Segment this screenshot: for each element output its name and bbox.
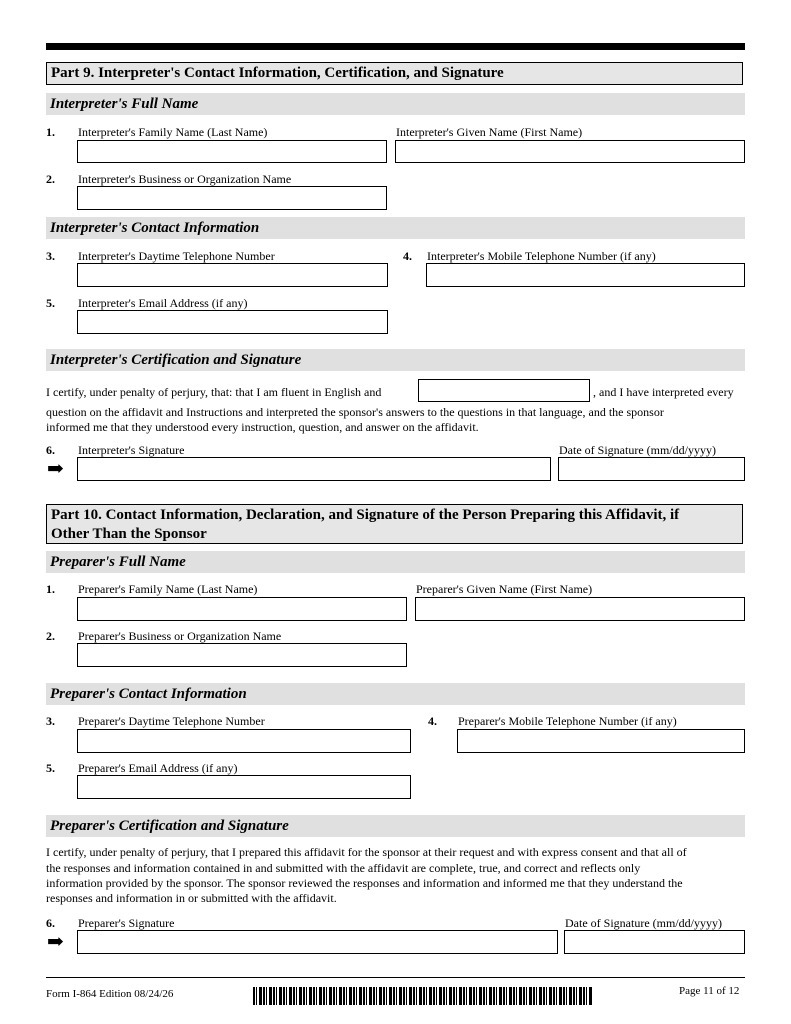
p10-q4-number: 4.	[428, 714, 437, 728]
part10-header	[46, 504, 743, 544]
page-number: Page 11 of 12	[679, 985, 740, 997]
certification-text-line3: informed me that they understood every instruction, question, and answer on the affidavit.	[46, 420, 479, 434]
q4-number: 4.	[403, 249, 412, 263]
q6-number: 6.	[46, 443, 55, 457]
preparer-family-name-field[interactable]	[77, 597, 407, 621]
footer-rule	[46, 977, 745, 978]
certification-text-line2: question on the affidavit and Instructions and interpreted the sponsor's answers to the questions in that language, and the sponsor	[46, 405, 664, 419]
interpreter-signature-date-field[interactable]	[558, 457, 745, 481]
preparer-mobile-phone-label: Preparer's Mobile Telephone Number (if any)	[458, 714, 677, 728]
preparer-signature-date-label: Date of Signature (mm/dd/yyyy)	[565, 916, 722, 930]
certification-text-end: , and I have interpreted every	[593, 385, 734, 399]
preparer-mobile-phone-field[interactable]	[457, 729, 745, 753]
preparer-daytime-phone-label: Preparer's Daytime Telephone Number	[78, 714, 265, 728]
interpreter-business-label: Interpreter's Business or Organization Name	[78, 172, 292, 186]
preparer-signature-field[interactable]	[77, 930, 558, 954]
interpreter-mobile-phone-label: Interpreter's Mobile Telephone Number (if any)	[427, 249, 656, 263]
preparer-full-name-section: Preparer's Full Name	[46, 551, 745, 573]
interpreter-business-field[interactable]	[77, 186, 387, 210]
preparer-given-name-label: Preparer's Given Name (First Name)	[416, 582, 593, 596]
part9-header: Part 9. Interpreter's Contact Information, Certification, and Signature	[46, 62, 743, 85]
part10-header-line2: Other Than the Sponsor	[51, 526, 207, 542]
interpreter-given-name-label: Interpreter's Given Name (First Name)	[396, 125, 583, 139]
preparer-cert-line2: the responses and information contained in and submitted with the affidavit are complete, true, and correct and reflects only	[46, 861, 641, 875]
preparer-signature-label: Preparer's Signature	[78, 916, 175, 930]
preparer-cert-line3: information provided by the sponsor. The sponsor reviewed the responses and information and informed me that they understand the	[46, 876, 683, 890]
interpreter-email-field[interactable]	[77, 310, 388, 334]
preparer-contact-section: Preparer's Contact Information	[46, 683, 745, 705]
preparer-business-label: Preparer's Business or Organization Name	[78, 629, 282, 643]
preparer-email-label: Preparer's Email Address (if any)	[78, 761, 238, 775]
q5-number: 5.	[46, 296, 55, 310]
interpreter-email-label: Interpreter's Email Address (if any)	[78, 296, 248, 310]
preparer-business-field[interactable]	[77, 643, 407, 667]
preparer-family-name-label: Preparer's Family Name (Last Name)	[78, 582, 258, 596]
preparer-cert-line4: responses and information in or submitted with the affidavit.	[46, 891, 337, 905]
form-edition: Form I-864 Edition 08/24/26	[46, 988, 174, 1000]
preparer-daytime-phone-field[interactable]	[77, 729, 411, 753]
interpreter-full-name-section: Interpreter's Full Name	[46, 93, 745, 115]
interpreter-daytime-phone-field[interactable]	[77, 263, 388, 287]
barcode	[253, 987, 593, 1005]
preparer-certification-section: Preparer's Certification and Signature	[46, 815, 745, 837]
language-field[interactable]	[418, 379, 590, 402]
interpreter-signature-field[interactable]	[77, 457, 551, 481]
certification-text-start: I certify, under penalty of perjury, that: that I am fluent in English and	[46, 385, 382, 399]
top-rule	[46, 43, 745, 50]
preparer-signature-date-field[interactable]	[564, 930, 745, 954]
interpreter-daytime-phone-label: Interpreter's Daytime Telephone Number	[78, 249, 275, 263]
p10-q1-number: 1.	[46, 582, 55, 596]
q3-number: 3.	[46, 249, 55, 263]
q1-number: 1.	[46, 125, 55, 139]
p10-q5-number: 5.	[46, 761, 55, 775]
interpreter-signature-label: Interpreter's Signature	[78, 443, 185, 457]
interpreter-family-name-label: Interpreter's Family Name (Last Name)	[78, 125, 268, 139]
interpreter-mobile-phone-field[interactable]	[426, 263, 745, 287]
q2-number: 2.	[46, 172, 55, 186]
preparer-cert-line1: I certify, under penalty of perjury, that I prepared this affidavit for the sponsor at their request and with express consent and that all of	[46, 845, 687, 859]
p10-q6-number: 6.	[46, 916, 55, 930]
arrow-right-icon: ➡	[47, 458, 64, 480]
interpreter-given-name-field[interactable]	[395, 140, 745, 163]
preparer-email-field[interactable]	[77, 775, 411, 799]
interpreter-family-name-field[interactable]	[77, 140, 387, 163]
preparer-given-name-field[interactable]	[415, 597, 745, 621]
p10-q3-number: 3.	[46, 714, 55, 728]
arrow-right-icon: ➡	[47, 931, 64, 953]
interpreter-signature-date-label: Date of Signature (mm/dd/yyyy)	[559, 443, 716, 457]
interpreter-contact-section: Interpreter's Contact Information	[46, 217, 745, 239]
part10-header-line1: Part 10. Contact Information, Declaration, and Signature of the Person Preparing this Affidavit, if	[51, 507, 680, 523]
interpreter-certification-section: Interpreter's Certification and Signature	[46, 349, 745, 371]
p10-q2-number: 2.	[46, 629, 55, 643]
